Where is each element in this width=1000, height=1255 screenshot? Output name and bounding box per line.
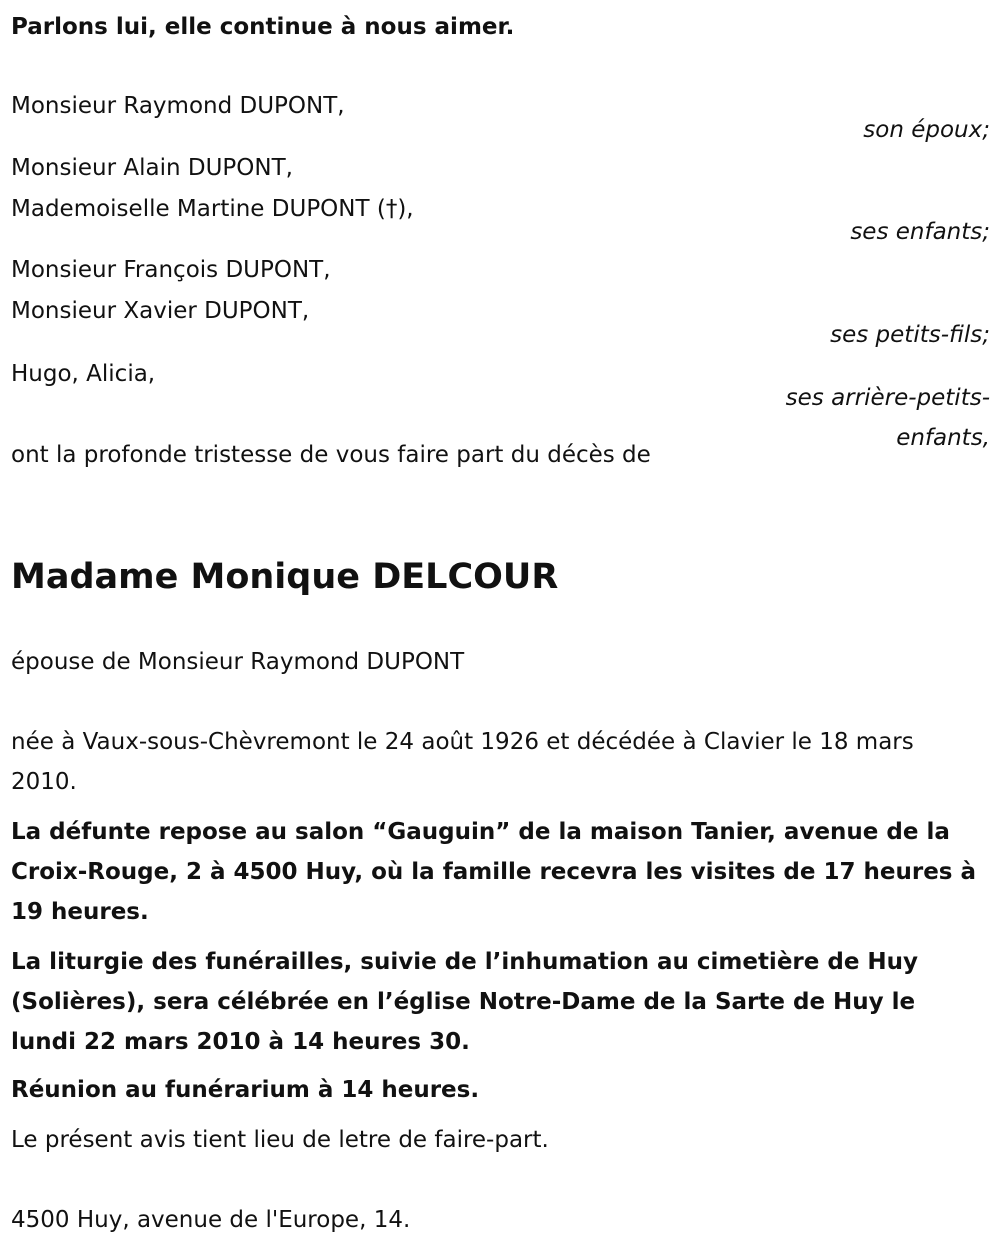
birth-death: née à Vaux-sous-Chèvremont le 24 août 1926 et décédée à Clavier le 18 mars 2010.	[11, 729, 914, 795]
great-grandchildren-names: Hugo, Alicia,	[11, 361, 156, 387]
spouse-of: épouse de Monsieur Raymond DUPONT	[11, 649, 465, 675]
notice: Le présent avis tient lieu de letre de faire-part.	[11, 1127, 549, 1153]
spouse-name: Monsieur Raymond DUPONT,	[11, 93, 345, 119]
deceased-name: Madame Monique DELCOUR	[11, 557, 559, 597]
great-grandchildren-role-cont: enfants,	[896, 425, 990, 451]
announcement: ont la profonde tristesse de vous faire part du décès de	[11, 442, 651, 468]
great-grandchildren-role: ses arrière-petits-	[785, 385, 990, 411]
meeting-info: Réunion au funérarium à 14 heures.	[11, 1077, 480, 1103]
spouse-role: son époux;	[863, 117, 990, 143]
grandchild-name: Monsieur Xavier DUPONT,	[11, 298, 310, 324]
grandchildren-role: ses petits-fils;	[830, 322, 990, 348]
child-name: Mademoiselle Martine DUPONT (†),	[11, 196, 414, 222]
grandchild-name: Monsieur François DUPONT,	[11, 257, 331, 283]
liturgy-info: La liturgie des funérailles, suivie de l’inhumation au cimetière de Huy (Solières), sera célébrée en l’église Notre-Dame de la Sarte de Huy le lundi 22 mars 2010 à 14 heures 30.	[11, 949, 919, 1055]
children-role: ses enfants;	[850, 219, 990, 245]
heading: Parlons lui, elle continue à nous aimer.	[11, 14, 515, 40]
repose-info: La défunte repose au salon “Gauguin” de la maison Tanier, avenue de la Croix-Rouge, 2 à 4500 Huy, où la famille recevra les visites de 17 heures à 19 heures.	[11, 819, 977, 925]
child-name: Monsieur Alain DUPONT,	[11, 155, 293, 181]
address: 4500 Huy, avenue de l'Europe, 14.	[11, 1207, 411, 1233]
